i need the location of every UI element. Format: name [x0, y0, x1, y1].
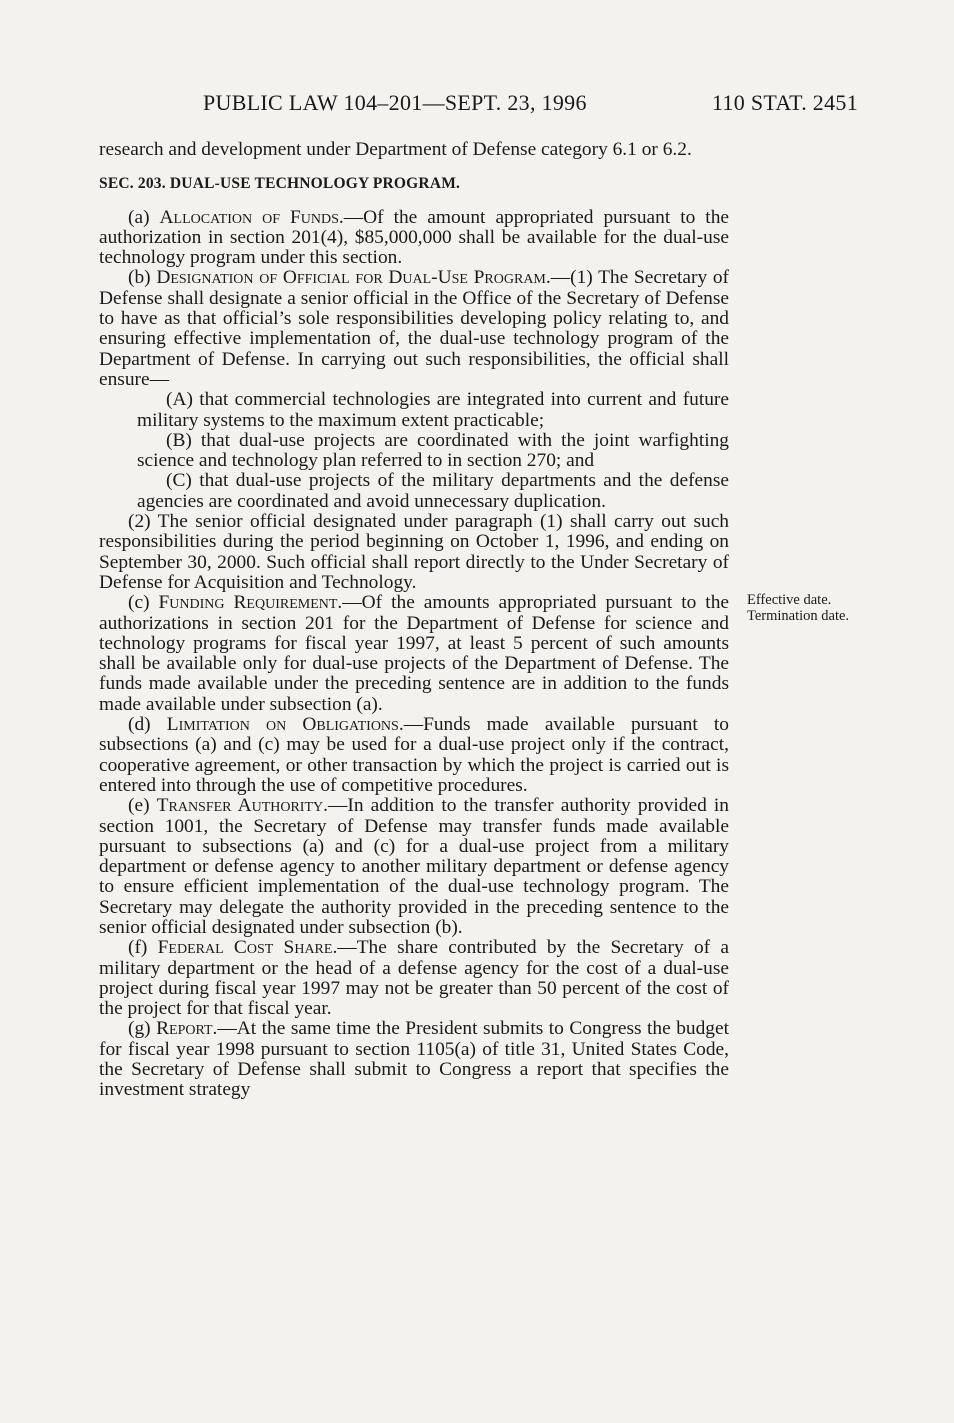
- subsection-b-item-a: (A) that commercial technologies are integrated into current and future military systems to the maximum extent practicable;: [137, 389, 729, 431]
- subsection-b-heading: Designation of Official for Dual-Use Program.: [156, 267, 551, 289]
- subsection-e: [99, 796, 729, 938]
- subsection-e-label: (e): [128, 795, 157, 817]
- section-heading: SEC. 203. DUAL-USE TECHNOLOGY PROGRAM.: [99, 175, 461, 193]
- subsection-b-text: —(1) The Secretary of Defense shall designate a senior official in the Office of the Secretary of Defense to have as that official’s sole responsibilities developing policy relating to, and ensuring effective implementation of, the dual-use technology program of the Department of Defense. In carrying out such responsibilities, the official shall ensure—: [99, 267, 729, 390]
- subsection-e-text: —In addition to the transfer authority provided in section 1001, the Secretary of Defense may transfer funds made available pursuant to subsections (a) and (c) for a dual-use project from a military department or defense agency to another military department or defense agency to ensure efficient implementation of the dual-use technology program. The Secretary may delegate the authority provided in the preceding sentence to the senior official designated under subsection (b).: [99, 795, 729, 938]
- subsection-f: [99, 938, 729, 1019]
- subsection-g: [99, 1019, 729, 1100]
- subsection-d-heading: Limitation on Obligations.: [166, 714, 404, 736]
- subsection-c: [99, 593, 729, 715]
- subsection-d-text: —Funds made available pursuant to subsections (a) and (c) may be used for a dual-use project only if the contract, cooperative agreement, or other transaction by which the project is carried out is entered into through the use of competitive procedures.: [99, 714, 730, 796]
- subsection-g-heading: Report.: [156, 1018, 218, 1040]
- intro-paragraph: research and development under Department of Defense category 6.1 or 6.2.: [99, 139, 692, 160]
- header-title: PUBLIC LAW 104–201—SEPT. 23, 1996: [203, 90, 587, 115]
- margin-note-termination-date: Termination date.: [747, 608, 850, 624]
- subsection-b-item-c: (C) that dual-use projects of the military departments and the defense agencies are coordinated and avoid unnecessary duplication.: [137, 470, 729, 512]
- subsection-b-label: (b): [128, 267, 157, 289]
- subsection-c-heading: Funding Requirement.: [158, 592, 343, 614]
- margin-note-effective-date: Effective date.: [747, 592, 832, 608]
- subsection-a-text: —Of the amount appropriated pursuant to the authorization in section 201(4), $85,000,000 shall be available for the dual-use technology program under this section.: [99, 206, 729, 269]
- subsection-c-text: —Of the amounts appropriated pursuant to the authorizations in section 201 for the Department of Defense for science and technology programs for fiscal year 1997, at least 5 percent of such amounts shall be available only for dual-use projects of the Department of Defense. The funds made available under the preceding sentence are in addition to the funds made available under subsection (a).: [99, 592, 729, 715]
- subsection-b: [99, 268, 729, 390]
- subsection-e-heading: Transfer Authority.: [156, 795, 328, 817]
- subsection-c-label: (c): [128, 592, 159, 614]
- body-text: [99, 140, 729, 1101]
- subsection-a: [99, 208, 729, 269]
- subsection-f-text: —The share contributed by the Secretary of a military department or the head of a defense agency for the cost of a dual-use project during fiscal year 1997 may not be greater than 50 percent of the cost of the project for that fiscal year.: [99, 937, 729, 1020]
- subsection-b-item-b: (B) that dual-use projects are coordinated with the joint warfighting science and technology plan referred to in section 270; and: [137, 429, 729, 472]
- subsection-g-label: (g): [128, 1018, 157, 1040]
- subsection-d: [99, 715, 729, 796]
- subsection-a-heading: Allocation of Funds.: [159, 206, 344, 228]
- subsection-f-label: (f): [128, 937, 158, 959]
- subsection-f-heading: Federal Cost Share.: [157, 937, 338, 959]
- subsection-g-text: —At the same time the President submits to Congress the budget for fiscal year 1998 pursuant to section 1105(a) of title 31, United States Code, the Secretary of Defense shall submit to Congress a report that specifies the investment strategy: [99, 1018, 729, 1101]
- margin-notes: [747, 592, 867, 624]
- page-header: [203, 90, 858, 116]
- header-stat-page: 110 STAT. 2451: [711, 90, 858, 115]
- subsection-a-label: (a): [128, 206, 160, 228]
- subsection-b-paragraph-2: (2) The senior official designated under paragraph (1) shall carry out such responsibilities during the period beginning on October 1, 1996, and ending on September 30, 2000. Such official shall report directly to the Under Secretary of Defense for Acquisition and Technology.: [99, 511, 729, 593]
- subsection-d-label: (d): [128, 714, 167, 736]
